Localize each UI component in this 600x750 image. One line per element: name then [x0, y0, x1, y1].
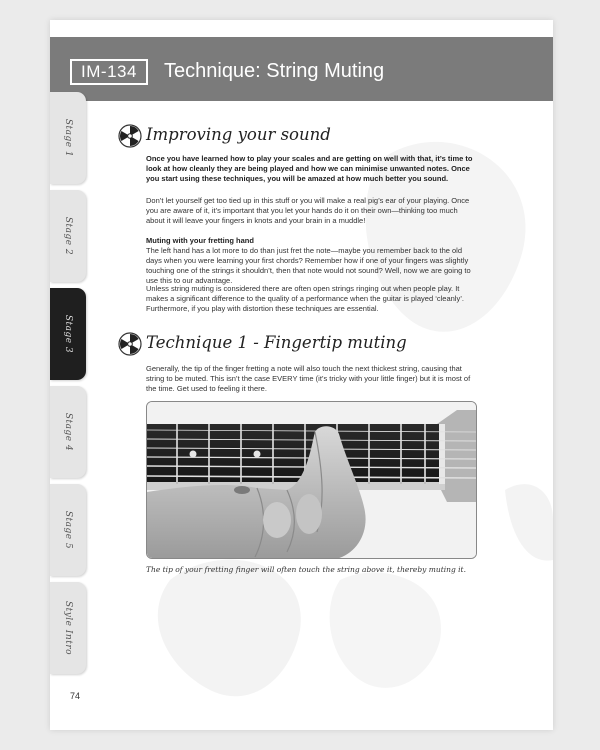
tab-stage-4[interactable]: [50, 386, 86, 478]
photo-caption: The tip of your fretting finger will often touch the string above it, thereby muting it.: [146, 565, 466, 574]
section-title: Improving your sound: [146, 125, 331, 144]
body-paragraph: The left hand has a lot more to do than just fret the note—maybe you remember back to the old days when you were learning your first chords? Remember how if one of your fingers was slightly touching one of the strings it shouldn’t, then that note would not sound? Well, now we are going to use this to our advantage.: [146, 246, 471, 285]
chapter-title: Technique: String Muting: [164, 60, 385, 82]
pinwheel-icon: [118, 124, 142, 148]
tab-label: Stage 1: [63, 118, 73, 158]
tab-stage-2[interactable]: [50, 190, 86, 282]
page-number: 74: [70, 691, 81, 701]
body-paragraph: Don’t let yourself get too tied up in this stuff or you will make a real pig’s ear of your playing. Once you are aware of it, it’s important that you let your hands do it on their own—thinking too much about it will leave your fingers in knots and your brain in a muddle!: [146, 196, 470, 225]
book-page: [50, 20, 553, 730]
tab-label: Stage 4: [63, 412, 73, 452]
tab-stage-5[interactable]: [50, 484, 86, 576]
tab-style-intro[interactable]: [50, 582, 86, 674]
tab-stage-3[interactable]: [50, 288, 86, 380]
body-paragraph: Unless string muting is considered there are often open strings ringing out when people play. It makes a significant difference to the quality of a performance when the guitar is played ‘cleanly’. Furthermore, if you play with distortion these techniques are essential.: [146, 284, 464, 313]
chapter-header: [50, 37, 553, 101]
body-paragraph: Generally, the tip of the finger fretting a note will also touch the next thickest string, causing that string to be muted. This isn’t the case EVERY time (it’s tricky with your little finger) but it is most of the time. Get used to feeling it there.: [146, 364, 471, 393]
lesson-code: IM-134: [70, 59, 148, 85]
tab-label: Stage 2: [63, 216, 73, 256]
tab-stage-1[interactable]: [50, 92, 86, 184]
subheading-muting: Muting with your fretting hand: [146, 236, 254, 245]
tab-label: Stage 5: [63, 510, 73, 550]
pinwheel-icon: [118, 332, 142, 356]
tab-label: Style Intro: [63, 600, 73, 656]
intro-paragraph: Once you have learned how to play your scales and are getting on well with that, it’s time to look at how cleanly they are being played and how we can minimise unwanted notes. Once you start using these techniques, you will be amazed at how much better you sound.: [146, 154, 473, 183]
guitar-neck-hand-illustration: [147, 402, 477, 559]
fingertip-muting-photo: [146, 401, 477, 559]
section-title: Technique 1 - Fingertip muting: [146, 333, 407, 352]
tab-label: Stage 3: [63, 314, 73, 354]
